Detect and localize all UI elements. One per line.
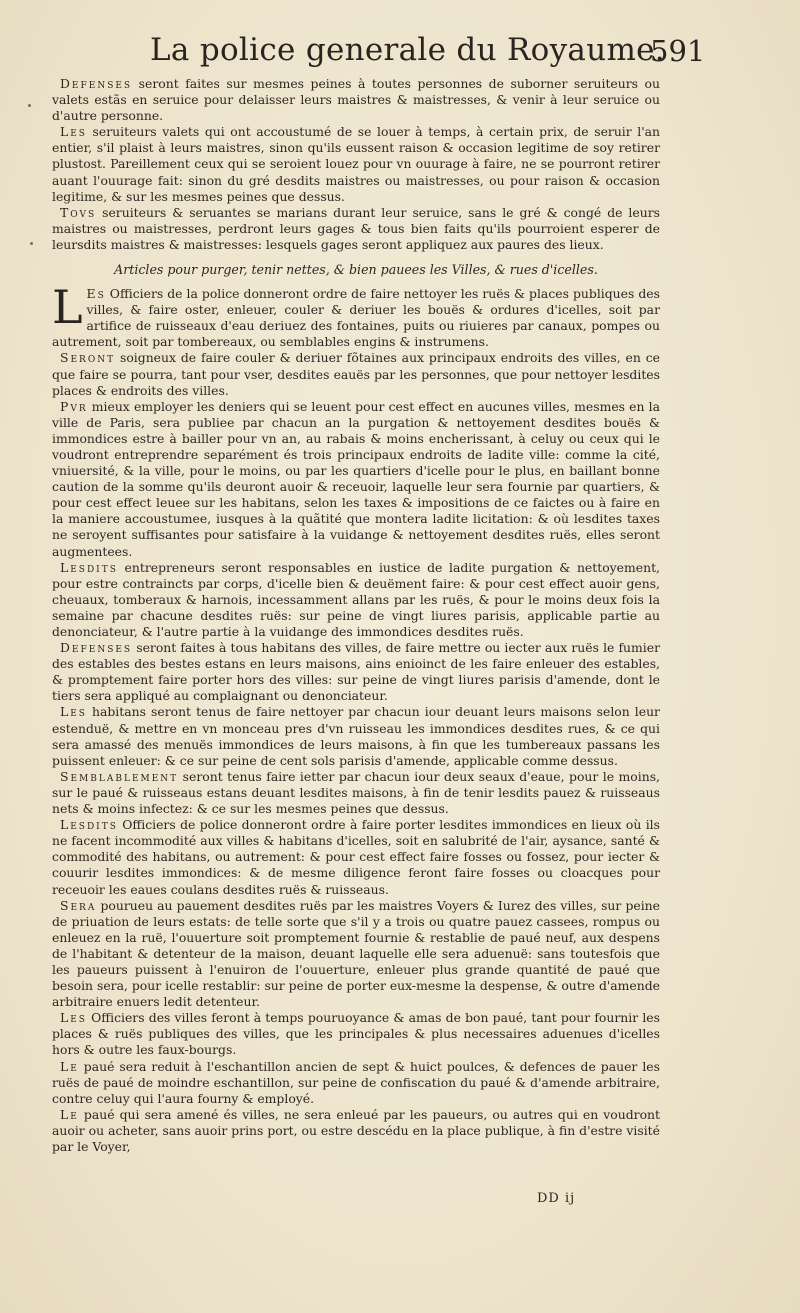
paragraph-text: habitans seront tenus de faire nettoyer par chacun iour deuant leurs maisons selon leur estenduë, & mettre en vn monceau pres d'vn ruisseau les immondices desdites rues, & ce qui sera amassé des menuës immondices de leurs maisons, à fin que les tumbereaux passans les puissent enleuer: & ce sur peine de cent sols parisis d'amende, applicable comme dessus. <box>52 704 660 768</box>
signature-mark: DD ij <box>537 1191 576 1206</box>
paragraph-text: seront tenus faire ietter par chacun iour deux seaux d'eaue, pour le moins, sur le paué & ruisseaus estans deuant lesdites maisons, à fin de tenir lesdits pauez & ruisseaus nets & moins infectez: & ce sur les mesmes peines que dessus. <box>52 768 660 817</box>
paragraph <box>52 124 660 204</box>
paragraph-text: mieux employer les deniers qui se leuent pour cest effect en aucunes villes, mesmes en la ville de Paris, sera publiee par chacun an la purgation & nettoyement desdites bouës & immondices estre à bailler pour vn an, au rabais & moins encherissant, à celuy ou ceux qui le voudront entreprendre separément és trois principaux endroits de ladite ville: comme la cité, vniuersité, & la ville, pour le moins, ou par les quartiers d'icelle pour le plus, en baillant bonne caution de la somme qu'ils deuront auoir & receuoir, laquelle leur sera fournie par quartiers, & pour cest effect leuee sur les habitans, selon les taxes & impositions de ce faictes ou à faire en la maniere accoustumee, iusques à la quãtité que montera ladite licitation: & où lesdites taxes ne seroyent suffisantes pour satisfaire à la vuidange & nettoyement desdites ruës, elles seront augmentees. <box>52 398 660 559</box>
paragraph-text: soigneux de faire couler & deriuer fõtaines aux principaux endroits des villes, en ce que faire se pourra, tant pour vser, desdites eauës par les personnes, que pour nettoyer lesdites places & endroits des villes. <box>52 350 660 398</box>
paragraph <box>52 399 660 560</box>
margin-mark <box>28 104 31 107</box>
paragraph-lead: Es <box>86 286 106 302</box>
paragraph-lead: Lesdits <box>60 817 118 833</box>
paragraph-text: entrepreneurs seront responsables en iustice de ladite purgation & nettoyement, pour estre contraincts par corps, d'icelle bien & deuëment faire: & pour cest effect auoir gens, cheuaux, tomberaux & harnois, incessamment allans par les ruës, & pour le moins deux fois la semaine par chacune desdites ruës: sur peine de vingt liures parisis, applicable partie au denonciateur, & l'autre partie à la vuidange des immondices desdites ruës. <box>52 559 660 639</box>
running-title: La police generale du Royaume. <box>150 32 665 68</box>
paragraph-lead: Les <box>60 1010 87 1026</box>
paragraph-text: Officiers des villes feront à temps pouruoyance & amas de bon paué, tant pour fournir les places & ruës publiques des villes, que les principales & plus necessaires aduenues d'icelles hors & outre les faux-bourgs. <box>52 1010 660 1058</box>
paragraph-text: seront faites à tous habitans des villes, de faire mettre ou iecter aux ruës le fumier des estables des bestes estans en leurs maisons, ains enioinct de les faire enleuer des estables, & promptement faire porter hors des villes: sur peine de vingt liures parisis d'amende, dont le tiers sera appliqué au complaignant ou denonciateur. <box>52 640 660 704</box>
paragraph <box>52 640 660 704</box>
page-number: 591 <box>650 34 706 68</box>
paragraph <box>52 76 660 124</box>
paragraph-lead: Le <box>60 1058 79 1074</box>
section-heading: Articles pour purger, tenir nettes, & bien pauees les Villes, & rues d'icelles. <box>114 262 598 278</box>
paragraph <box>52 560 660 640</box>
paragraph-text: Officiers de police donneront ordre à faire porter lesdites immondices en lieux où ils ne facent incommodité aux villes & habitans d'icelles, soit en salubrité de l'air, aysance, santé & commodité des habitans, ou autrement: & pour cest effect faire fosses ou fossez, pour iecter & couurir lesdites immondices: & de mesme diligence feront faire fosses ou cloacques pour receuoir les eaues coulans desdites ruës & ruisseaus. <box>52 817 660 897</box>
paragraph-lead: Seront <box>60 350 116 366</box>
paragraph-lead: Lesdits <box>60 559 118 575</box>
paragraph-lead: Sera <box>60 897 97 913</box>
margin-mark <box>30 242 33 245</box>
paragraph-text: seront faites sur mesmes peines à toutes personnes de suborner seruiteurs ou valets estãs en seruice pour delaisser leurs maistres & maistresses, & venir à leur seruice ou d'autre personne. <box>52 76 660 124</box>
paragraph-lead: Le <box>60 1106 79 1122</box>
paragraph <box>52 769 660 817</box>
paragraph <box>52 704 660 768</box>
paragraph <box>52 350 660 398</box>
paragraph-text: Officiers de la police donneront ordre de faire nettoyer les ruës & places publiques des villes, & faire oster, enleuer, couler & deriuer les bouës & ordures d'icelles, soit par artifice de ruisseaux d'eau deriuez des fontaines, puits ou riuieres par canaux, pompes ou autrement, soit par tombereaux, ou semblables engins & instrumens. <box>52 286 660 350</box>
drop-cap: L <box>52 280 83 335</box>
paragraph <box>52 898 660 1011</box>
page-header <box>0 30 800 80</box>
paragraph-lead: Pvr <box>60 398 88 414</box>
paragraph-lead: Semblablement <box>60 768 179 784</box>
paragraph <box>52 1010 660 1058</box>
paragraph-lead: Les <box>60 704 87 720</box>
paragraph-text: paué qui sera amené és villes, ne sera enleué par les paueurs, ou autres qui en voudront auoir ou acheter, sans auoir prins port, ou estre descédu en la place publique, à fin d'estre visité par le Voyer, <box>52 1106 660 1154</box>
paragraph-text: seruiteurs & seruantes se marians durant leur seruice, sans le gré & congé de leurs maistres ou maistresses, perdront leurs gages & tous bien faits qu'ils pourroient esperer de leursdits maistres & maistresses: lesquels gages seront appliquez aux paures des lieux. <box>52 204 660 252</box>
paragraph-lead: Defenses <box>60 640 133 656</box>
body-text <box>52 76 660 1155</box>
paragraph-lead: Tovs <box>60 204 97 220</box>
paragraph-text: paué sera reduit à l'eschantillon ancien de sept & huict poulces, & defences de pauer les ruës de paué de moindre eschantillon, sur peine de confiscation du paué & d'amende arbitraire, contre celuy qui l'aura fourny & employé. <box>52 1058 660 1106</box>
paragraph <box>52 280 660 350</box>
paragraph-text: pourueu au pauement desdites ruës par les maistres Voyers & Iurez des villes, sur peine de priuation de leurs estats: de telle sorte que s'il y a trois ou quatre pauez cassees, rompus ou enleuez en la ruë, l'ouuerture soit promptement fournie & restablie de paué neuf, aux despens de l'habitant & detenteur de la maison, deuant laquelle elle sera aduenuë: sans toutesfois que les paueurs puissent à l'enuiron de l'ouuerture, enleuer plus grande quantité de paué que besoin sera, pour icelle restablir: sur peine de porter eux-mesme la despense, & outre d'amende arbitraire enuers ledit detenteur. <box>52 897 660 1010</box>
paragraph <box>52 205 660 253</box>
paragraph <box>52 1059 660 1107</box>
paragraph <box>52 817 660 897</box>
paragraph-lead: Defenses <box>60 76 133 91</box>
paragraph <box>52 1107 660 1155</box>
paragraph-lead: Les <box>60 124 87 140</box>
paragraph-text: seruiteurs valets qui ont accoustumé de se louer à temps, à certain prix, de seruir l'an entier, s'il plaist à leurs maistres, sinon qu'ils eussent raison & occasion legitime de soy retirer plustost. Pareillement ceux qui se seroient louez pour vn ouurage à faire, ne se pourront retirer auant l'ouurage fait: sinon du gré desdits maistres ou maistresses, ou pour raison & occasion legitime, & sur les mesmes peines que dessus. <box>52 124 660 204</box>
